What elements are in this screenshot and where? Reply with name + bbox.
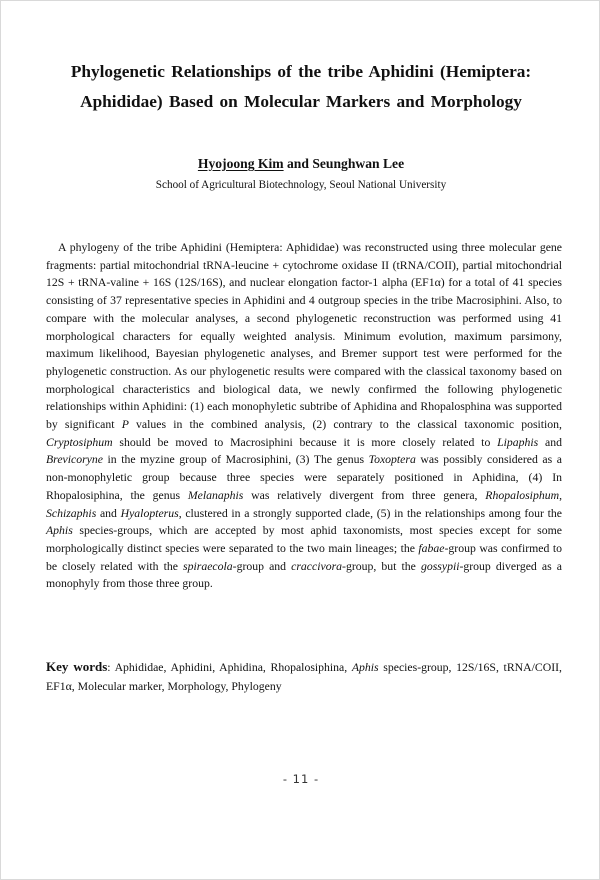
- author-second: Seunghwan Lee: [312, 156, 405, 171]
- abstract-italic-term: Toxoptera: [368, 453, 416, 467]
- abstract-text: in the myzine group of Macrosiphini, (3) The genus: [102, 453, 369, 467]
- abstract-text: -group was confirmed to be closely related with the: [46, 541, 562, 573]
- abstract-italic-term: craccivora: [291, 559, 343, 573]
- abstract-text: A phylogeny of the tribe Aphidini (Hemiptera: Aphididae) was reconstructed using three molecular gene fragments: partial mitochondrial tRNA-leucine + cytochrome oxidase II (tRNA/COII), partial mitochondrial 12S + tRNA-valine + 16S (12S/16S), and nuclear elongation factor-1 alpha (EF1α) for a total of 41 species consisting of 37 representative species in Aphidini and 4 outgroup species in the tribe Macrosiphini. Also, to compare with the molecular analyses, a second phylogenetic reconstruction was performed using 41 morphological characters for equally weighted analysis. Minimum evolution, maximum parsimony, maximum likelihood, Bayesian phylogenetic analyses, and Bremer support test were performed for the phylogenetic construction. As our phylogenetic results were compared with the classical taxonomy based on morphological characteristics and biological data, we newly confirmed the following phylogenetic relationships within Aphidini: (1) each monophyletic subtribe of Aphidina and Rhopalosphina was supported by significant: [46, 241, 562, 432]
- keywords-italic-term: Aphis: [351, 661, 379, 674]
- abstract-text: and: [96, 506, 121, 520]
- abstract-text: was possibly considered as a non-monophyletic group because three species were separately positioned in Aphidina, (4) In Rhopalosiphina, the genus: [46, 453, 562, 502]
- page-number: - 11 -: [282, 772, 320, 786]
- keywords-paragraph: [46, 658, 562, 696]
- abstract-text: was relatively divergent from three genera,: [243, 488, 486, 502]
- abstract-italic-term: Lipaphis: [497, 435, 539, 449]
- abstract-text: ,: [559, 488, 562, 502]
- abstract-italic-term: Schizaphis: [46, 506, 97, 520]
- abstract-text: should be moved to Macrosiphini because it is more closely related to: [112, 435, 498, 449]
- abstract-text: values in the combined analysis, (2) contrary to the classical taxonomic position,: [128, 418, 562, 432]
- abstract-paragraph: [46, 239, 562, 593]
- keywords-text: : Aphididae, Aphidini, Aphidina, Rhopalosiphina,: [107, 661, 352, 674]
- abstract-italic-term: spiraecola: [183, 559, 233, 573]
- keywords-label: Key words: [46, 659, 108, 674]
- abstract-text: -group and: [232, 559, 292, 573]
- abstract-text: , clustered in a strongly supported clade, (5) in the relationships among four the: [178, 506, 563, 520]
- abstract-italic-term: P: [121, 418, 129, 432]
- author-joiner: and: [283, 156, 313, 171]
- abstract-text: and: [538, 435, 563, 449]
- keywords-text: species-group, 12S/16S, tRNA/COII, EF1α, Molecular marker, Morphology, Phylogeny: [46, 661, 562, 693]
- abstract-text: -group diverged as a monophyly from those three group.: [46, 559, 562, 591]
- abstract-italic-term: Rhopalosiphum: [485, 488, 560, 502]
- abstract-italic-term: Aphis: [46, 524, 73, 538]
- author-presenting: Hyojoong Kim: [197, 156, 284, 171]
- abstract-text: -group, but the: [342, 559, 421, 573]
- abstract-italic-term: Brevicoryne: [46, 453, 103, 467]
- author-line: [61, 155, 541, 173]
- abstract-italic-term: fabae: [418, 541, 445, 555]
- abstract-italic-term: Cryptosiphum: [46, 435, 113, 449]
- affiliation: School of Agricultural Biotechnology, Seoul National University: [155, 179, 447, 191]
- paper-title: Phylogenetic Relationships of the tribe Aphidini (Hemiptera: Aphididae) Based on Molecular Markers and Morphology: [70, 62, 532, 111]
- abstract-text: species-groups, which are accepted by most aphid taxonomists, most species except for some morphologically distinct species were separated to the two main lineages; the: [46, 524, 562, 555]
- abstract-italic-term: Hyalopterus: [120, 506, 179, 520]
- abstract-italic-term: gossypii: [420, 559, 460, 573]
- abstract-italic-term: Melanaphis: [187, 488, 244, 502]
